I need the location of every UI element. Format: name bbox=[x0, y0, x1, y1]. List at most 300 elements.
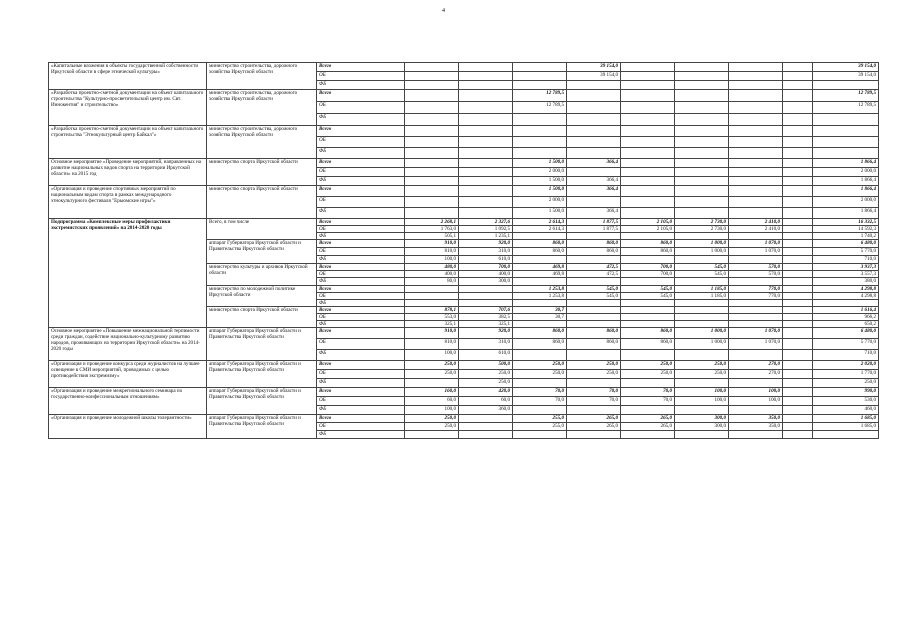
value-cell: 255,0 bbox=[513, 415, 567, 423]
value-cell: 310,0 bbox=[459, 339, 513, 350]
total-value-cell bbox=[813, 81, 879, 90]
value-cell bbox=[783, 159, 813, 168]
value-cell bbox=[675, 90, 729, 102]
value-cell bbox=[405, 126, 459, 137]
funding-source: ФБ bbox=[317, 299, 405, 306]
value-cell bbox=[459, 102, 513, 114]
total-value-cell: 16 332,5 bbox=[813, 219, 879, 226]
total-value-cell: 5 770,0 bbox=[813, 339, 879, 350]
value-cell bbox=[459, 148, 513, 159]
value-cell: 250,0 bbox=[459, 370, 513, 379]
funding-source: ФБ bbox=[317, 256, 405, 264]
funding-source: Всего bbox=[317, 240, 405, 248]
value-cell bbox=[567, 299, 621, 306]
value-cell bbox=[783, 114, 813, 126]
total-value-cell bbox=[813, 114, 879, 126]
value-cell bbox=[783, 271, 813, 278]
funding-source: Всего bbox=[317, 63, 405, 72]
value-cell bbox=[729, 406, 783, 415]
value-cell bbox=[621, 177, 675, 186]
value-cell bbox=[675, 114, 729, 126]
value-cell bbox=[621, 208, 675, 219]
value-cell bbox=[783, 431, 813, 439]
funding-source: ОБ bbox=[317, 137, 405, 148]
total-value-cell bbox=[813, 299, 879, 306]
value-cell bbox=[729, 159, 783, 168]
value-cell bbox=[621, 321, 675, 328]
funding-source: Всего bbox=[317, 388, 405, 397]
value-cell bbox=[783, 299, 813, 306]
value-cell: 325,1 bbox=[405, 321, 459, 328]
value-cell bbox=[513, 299, 567, 306]
funding-source: ФБ bbox=[317, 431, 405, 439]
value-cell: 1 235,1 bbox=[459, 233, 513, 240]
value-cell: 1 000,0 bbox=[675, 248, 729, 256]
total-value-cell: 4 298,8 bbox=[813, 285, 879, 292]
value-cell: 545,0 bbox=[675, 271, 729, 278]
total-value-cell: 1 616,4 bbox=[813, 306, 879, 313]
value-cell: 250,0 bbox=[513, 361, 567, 370]
value-cell bbox=[621, 350, 675, 361]
value-cell bbox=[405, 159, 459, 168]
value-cell: 255,0 bbox=[513, 423, 567, 431]
value-cell: 366,4 bbox=[567, 177, 621, 186]
value-cell: 360,0 bbox=[459, 406, 513, 415]
funding-source: ФБ bbox=[317, 177, 405, 186]
value-cell: 480,0 bbox=[405, 264, 459, 271]
value-cell bbox=[675, 102, 729, 114]
value-cell bbox=[729, 114, 783, 126]
funding-source: Всего bbox=[317, 264, 405, 271]
funding-source: ФБ bbox=[317, 350, 405, 361]
value-cell: 920,0 bbox=[459, 240, 513, 248]
value-cell: 1 253,8 bbox=[513, 292, 567, 299]
value-cell bbox=[567, 278, 621, 285]
value-cell: 350,0 bbox=[729, 415, 783, 423]
value-cell bbox=[675, 63, 729, 72]
funding-source: ОБ bbox=[317, 168, 405, 177]
funding-source: ОБ bbox=[317, 72, 405, 81]
funding-source: Всего bbox=[317, 159, 405, 168]
value-cell bbox=[783, 388, 813, 397]
value-cell bbox=[783, 148, 813, 159]
value-cell: 545,0 bbox=[675, 264, 729, 271]
value-cell bbox=[675, 197, 729, 208]
value-cell bbox=[783, 278, 813, 285]
value-cell: 325,1 bbox=[459, 321, 513, 328]
funding-source: Всего bbox=[317, 328, 405, 339]
value-cell bbox=[405, 102, 459, 114]
value-cell bbox=[675, 233, 729, 240]
value-cell: 250,0 bbox=[405, 361, 459, 370]
value-cell bbox=[405, 114, 459, 126]
table-row bbox=[49, 361, 879, 370]
total-value-cell: 650,2 bbox=[813, 321, 879, 328]
total-value-cell: 2 000,0 bbox=[813, 168, 879, 177]
value-cell: 2 410,0 bbox=[729, 219, 783, 226]
value-cell: 860,0 bbox=[621, 339, 675, 350]
value-cell: 2 000,0 bbox=[513, 168, 567, 177]
value-cell bbox=[621, 159, 675, 168]
value-cell bbox=[621, 137, 675, 148]
value-cell: 1 500,0 bbox=[513, 208, 567, 219]
value-cell bbox=[675, 148, 729, 159]
value-cell: 250,0 bbox=[621, 361, 675, 370]
executor-name: министерство спорта Иркутской области bbox=[207, 306, 317, 327]
value-cell bbox=[405, 177, 459, 186]
value-cell bbox=[405, 285, 459, 292]
value-cell bbox=[567, 350, 621, 361]
value-cell: 610,0 bbox=[459, 350, 513, 361]
total-value-cell bbox=[813, 148, 879, 159]
value-cell: 700,0 bbox=[459, 264, 513, 271]
value-cell: 265,0 bbox=[621, 415, 675, 423]
value-cell: 300,0 bbox=[459, 278, 513, 285]
value-cell: 2 730,0 bbox=[675, 226, 729, 233]
value-cell bbox=[513, 126, 567, 137]
value-cell: 366,4 bbox=[567, 208, 621, 219]
value-cell: 382,5 bbox=[459, 313, 513, 320]
value-cell: 1 763,0 bbox=[405, 226, 459, 233]
table-row bbox=[49, 90, 879, 102]
funding-source: ОБ bbox=[317, 339, 405, 350]
value-cell bbox=[729, 313, 783, 320]
value-cell bbox=[459, 114, 513, 126]
value-cell bbox=[459, 177, 513, 186]
funding-source: ОБ bbox=[317, 197, 405, 208]
funding-source: Всего bbox=[317, 186, 405, 197]
value-cell: 70,0 bbox=[621, 388, 675, 397]
value-cell: 250,0 bbox=[405, 423, 459, 431]
value-cell: 545,0 bbox=[621, 292, 675, 299]
value-cell bbox=[567, 431, 621, 439]
value-cell: 860,0 bbox=[513, 248, 567, 256]
value-cell: 545,0 bbox=[621, 285, 675, 292]
value-cell: 1 185,0 bbox=[675, 285, 729, 292]
value-cell bbox=[567, 148, 621, 159]
value-cell: 1 500,0 bbox=[513, 159, 567, 168]
value-cell bbox=[675, 177, 729, 186]
value-cell bbox=[783, 415, 813, 423]
activity-name: «Организация и проведение межрегионального семинара по государственно-конфессиональным отношениям» bbox=[49, 388, 207, 415]
value-cell: 400,0 bbox=[405, 271, 459, 278]
total-value-cell: 12 789,5 bbox=[813, 102, 879, 114]
value-cell bbox=[459, 292, 513, 299]
value-cell bbox=[783, 313, 813, 320]
value-cell bbox=[783, 285, 813, 292]
value-cell: 860,0 bbox=[567, 339, 621, 350]
total-value-cell bbox=[813, 126, 879, 137]
value-cell bbox=[459, 431, 513, 439]
value-cell: 610,0 bbox=[459, 256, 513, 264]
total-value-cell: 5 770,0 bbox=[813, 248, 879, 256]
value-cell bbox=[567, 321, 621, 328]
funding-source: ФБ bbox=[317, 321, 405, 328]
value-cell: 505,1 bbox=[405, 233, 459, 240]
funding-source: ФБ bbox=[317, 233, 405, 240]
value-cell: 500,0 bbox=[459, 361, 513, 370]
value-cell bbox=[783, 350, 813, 361]
value-cell bbox=[783, 102, 813, 114]
value-cell bbox=[783, 306, 813, 313]
value-cell bbox=[729, 90, 783, 102]
funding-source: ОБ bbox=[317, 271, 405, 278]
total-value-cell: 2 000,0 bbox=[813, 197, 879, 208]
executor-name: министерство строительства, дорожного хозяйства Иркутской области bbox=[207, 90, 317, 126]
value-cell: 1 877,5 bbox=[567, 219, 621, 226]
value-cell bbox=[783, 219, 813, 226]
value-cell bbox=[567, 81, 621, 90]
value-cell: 250,0 bbox=[405, 370, 459, 379]
funding-source: ФБ bbox=[317, 278, 405, 285]
value-cell bbox=[621, 63, 675, 72]
total-value-cell: 1 770,0 bbox=[813, 370, 879, 379]
value-cell bbox=[729, 233, 783, 240]
value-cell: 860,0 bbox=[621, 240, 675, 248]
value-cell bbox=[567, 102, 621, 114]
value-cell bbox=[513, 406, 567, 415]
value-cell: 878,1 bbox=[405, 306, 459, 313]
value-cell bbox=[675, 208, 729, 219]
total-value-cell: 380,0 bbox=[813, 278, 879, 285]
value-cell bbox=[783, 137, 813, 148]
value-cell bbox=[621, 406, 675, 415]
value-cell: 250,0 bbox=[567, 361, 621, 370]
value-cell bbox=[621, 102, 675, 114]
value-cell: 2 327,6 bbox=[459, 219, 513, 226]
value-cell bbox=[783, 339, 813, 350]
value-cell: 860,0 bbox=[513, 328, 567, 339]
value-cell bbox=[459, 197, 513, 208]
executor-name: министерство по молодежной политике Иркутской области bbox=[207, 285, 317, 306]
value-cell bbox=[459, 81, 513, 90]
value-cell: 310,0 bbox=[459, 248, 513, 256]
value-cell: 250,0 bbox=[459, 379, 513, 388]
value-cell bbox=[621, 431, 675, 439]
value-cell bbox=[729, 321, 783, 328]
value-cell: 250,0 bbox=[621, 370, 675, 379]
value-cell bbox=[783, 406, 813, 415]
value-cell: 570,0 bbox=[729, 271, 783, 278]
funding-source: ОБ bbox=[317, 423, 405, 431]
funding-source: Всего bbox=[317, 306, 405, 313]
value-cell bbox=[405, 292, 459, 299]
value-cell: 70,0 bbox=[513, 397, 567, 406]
value-cell bbox=[729, 278, 783, 285]
value-cell bbox=[405, 90, 459, 102]
value-cell bbox=[783, 233, 813, 240]
value-cell bbox=[513, 114, 567, 126]
value-cell bbox=[729, 126, 783, 137]
value-cell bbox=[783, 168, 813, 177]
value-cell bbox=[783, 63, 813, 72]
value-cell bbox=[459, 423, 513, 431]
total-value-cell: 2 020,0 bbox=[813, 361, 879, 370]
value-cell bbox=[405, 72, 459, 81]
total-value-cell: 1 866,4 bbox=[813, 208, 879, 219]
value-cell bbox=[675, 431, 729, 439]
value-cell: 160,0 bbox=[405, 388, 459, 397]
value-cell bbox=[729, 350, 783, 361]
total-value-cell: 6 480,0 bbox=[813, 240, 879, 248]
value-cell bbox=[783, 256, 813, 264]
value-cell bbox=[621, 114, 675, 126]
value-cell bbox=[405, 63, 459, 72]
activity-name: «Капитальные вложения в объекты государственной собственности Иркутской области в сфере этнической культуры» bbox=[49, 63, 207, 90]
value-cell bbox=[459, 137, 513, 148]
value-cell: 860,0 bbox=[513, 339, 567, 350]
value-cell bbox=[405, 186, 459, 197]
page-number: 4 bbox=[442, 8, 445, 14]
value-cell: 2 614,3 bbox=[513, 219, 567, 226]
value-cell bbox=[567, 306, 621, 313]
value-cell bbox=[621, 168, 675, 177]
value-cell bbox=[459, 72, 513, 81]
total-value-cell bbox=[813, 137, 879, 148]
value-cell bbox=[783, 321, 813, 328]
value-cell bbox=[459, 90, 513, 102]
value-cell bbox=[459, 299, 513, 306]
value-cell: 2 000,0 bbox=[513, 197, 567, 208]
value-cell: 12 789,5 bbox=[513, 102, 567, 114]
value-cell: 1 000,0 bbox=[675, 328, 729, 339]
activity-name: «Организация и проведение конкурса среди журналистов на лучшее освещение в СМИ мероприятий, проводимых с целью противодействия экстремизму» bbox=[49, 361, 207, 388]
value-cell: 1 500,0 bbox=[513, 186, 567, 197]
funding-source: Всего bbox=[317, 90, 405, 102]
value-cell bbox=[567, 90, 621, 102]
value-cell: 2 614,3 bbox=[513, 226, 567, 233]
value-cell bbox=[783, 423, 813, 431]
value-cell bbox=[513, 350, 567, 361]
value-cell: 570,0 bbox=[729, 264, 783, 271]
value-cell bbox=[783, 90, 813, 102]
activity-name: «Разработка проектно-сметной документации на объект капитального строительства "Этнокультурный центр Байкал"» bbox=[49, 126, 207, 159]
value-cell: 707,6 bbox=[459, 306, 513, 313]
value-cell bbox=[783, 248, 813, 256]
value-cell: 1 070,0 bbox=[729, 339, 783, 350]
executor-name: министерство спорта Иркутской области bbox=[207, 186, 317, 219]
value-cell bbox=[621, 126, 675, 137]
value-cell bbox=[459, 415, 513, 423]
value-cell bbox=[621, 197, 675, 208]
total-value-cell: 3 937,3 bbox=[813, 264, 879, 271]
value-cell: 300,0 bbox=[675, 415, 729, 423]
executor-name: Всего, в том числе bbox=[207, 219, 317, 240]
value-cell bbox=[675, 406, 729, 415]
value-cell: 469,8 bbox=[513, 264, 567, 271]
value-cell bbox=[675, 81, 729, 90]
total-value-cell: 39 154,0 bbox=[813, 63, 879, 72]
value-cell bbox=[783, 292, 813, 299]
table-row bbox=[49, 219, 879, 226]
value-cell: 265,0 bbox=[621, 423, 675, 431]
value-cell: 810,0 bbox=[405, 248, 459, 256]
value-cell bbox=[729, 177, 783, 186]
value-cell bbox=[513, 137, 567, 148]
total-value-cell: 966,2 bbox=[813, 313, 879, 320]
value-cell bbox=[675, 321, 729, 328]
value-cell: 270,0 bbox=[729, 361, 783, 370]
value-cell: 545,0 bbox=[567, 292, 621, 299]
value-cell bbox=[729, 379, 783, 388]
value-cell: 2 105,0 bbox=[621, 219, 675, 226]
funding-source: ОБ bbox=[317, 292, 405, 299]
total-value-cell: 3 557,3 bbox=[813, 271, 879, 278]
value-cell: 250,0 bbox=[567, 370, 621, 379]
value-cell: 12 789,5 bbox=[513, 90, 567, 102]
value-cell: 100,0 bbox=[675, 397, 729, 406]
executor-name: аппарат Губернатора Иркутской области и Правительства Иркутской области bbox=[207, 240, 317, 264]
value-cell bbox=[621, 299, 675, 306]
value-cell bbox=[459, 63, 513, 72]
value-cell bbox=[675, 186, 729, 197]
value-cell: 70,0 bbox=[567, 388, 621, 397]
value-cell bbox=[567, 197, 621, 208]
value-cell bbox=[459, 285, 513, 292]
value-cell bbox=[729, 137, 783, 148]
value-cell bbox=[405, 299, 459, 306]
value-cell bbox=[405, 379, 459, 388]
value-cell bbox=[783, 264, 813, 271]
value-cell: 1 070,0 bbox=[729, 248, 783, 256]
executor-name: аппарат Губернатора Иркутской области и Правительства Иркутской области bbox=[207, 361, 317, 388]
activity-name: «Организация и проведение молодежной школы толерантности» bbox=[49, 415, 207, 439]
total-value-cell: 1 866,4 bbox=[813, 186, 879, 197]
value-cell: 469,8 bbox=[513, 271, 567, 278]
value-cell bbox=[675, 137, 729, 148]
funding-source: Всего bbox=[317, 285, 405, 292]
total-value-cell: 1 685,0 bbox=[813, 423, 879, 431]
value-cell: 60,0 bbox=[459, 397, 513, 406]
value-cell: 1 185,0 bbox=[675, 292, 729, 299]
value-cell: 250,0 bbox=[513, 370, 567, 379]
activity-name: Основное мероприятие «Повышение межнациональной терпимости среди граждан, содействие национально-культурному развитию народов, проживающих на территории Иркутской области» на 2014-2020 годы bbox=[49, 328, 207, 361]
value-cell bbox=[729, 299, 783, 306]
value-cell bbox=[729, 72, 783, 81]
activity-name: Основное мероприятие «Проведение мероприятий, направленных на развитие национальных видов спорта на территории Иркутской области» на 2015 год bbox=[49, 159, 207, 186]
executor-name: министерство культуры и архивов Иркутской области bbox=[207, 264, 317, 285]
value-cell: 2 410,0 bbox=[729, 226, 783, 233]
value-cell: 2 268,1 bbox=[405, 219, 459, 226]
value-cell: 300,0 bbox=[675, 423, 729, 431]
value-cell: 860,0 bbox=[621, 248, 675, 256]
value-cell bbox=[405, 168, 459, 177]
value-cell: 860,0 bbox=[513, 240, 567, 248]
value-cell: 553,0 bbox=[405, 313, 459, 320]
value-cell: 70,0 bbox=[621, 397, 675, 406]
total-value-cell bbox=[813, 431, 879, 439]
funding-source: Всего bbox=[317, 126, 405, 137]
value-cell: 420,0 bbox=[459, 388, 513, 397]
value-cell bbox=[729, 431, 783, 439]
value-cell bbox=[459, 168, 513, 177]
value-cell bbox=[783, 208, 813, 219]
value-cell bbox=[459, 186, 513, 197]
value-cell: 39 154,0 bbox=[567, 63, 621, 72]
value-cell: 1 000,0 bbox=[675, 240, 729, 248]
funding-source: ФБ bbox=[317, 208, 405, 219]
value-cell bbox=[567, 233, 621, 240]
value-cell bbox=[513, 63, 567, 72]
value-cell bbox=[567, 168, 621, 177]
table-row bbox=[49, 126, 879, 137]
executor-name: аппарат Губернатора Иркутской области и Правительства Иркутской области bbox=[207, 328, 317, 361]
total-value-cell: 1 740,2 bbox=[813, 233, 879, 240]
value-cell: 2 105,0 bbox=[621, 226, 675, 233]
value-cell: 265,0 bbox=[567, 415, 621, 423]
value-cell bbox=[567, 126, 621, 137]
value-cell: 366,4 bbox=[567, 159, 621, 168]
